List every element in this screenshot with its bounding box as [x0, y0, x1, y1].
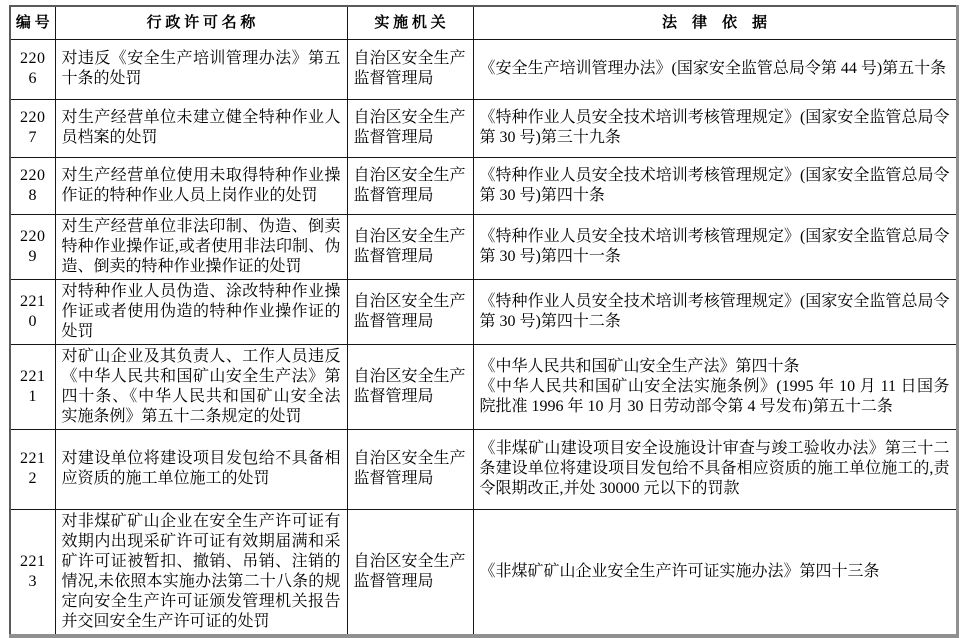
table-row [10, 157, 957, 214]
legal-basis [473, 39, 957, 99]
row-id: 2211 [10, 344, 55, 429]
permit-name: 对违反《安全生产培训管理办法》第五十条的处罚 [55, 39, 347, 99]
agency: 自治区安全生产监督管理局 [347, 279, 473, 344]
legal-basis-line: 《安全生产培训管理办法》(国家安全监管总局令第 44 号)第五十条 [479, 60, 947, 77]
legal-basis-line: 《非煤矿山建设项目安全设施设计审查与竣工验收办法》第三十二条建设单位将建设项目发包给不具备相应资质的施工单位施工的,责令限期改正,并处 30000 元以下的罚款 [479, 440, 950, 497]
permit-name: 对生产经营单位使用未取得特种作业操作证的特种作业人员上岗作业的处罚 [55, 157, 347, 214]
table-row [10, 214, 957, 279]
agency: 自治区安全生产监督管理局 [347, 429, 473, 509]
legal-basis [473, 157, 957, 214]
legal-basis-line: 《中华人民共和国矿山安全法实施条例》(1995 年 10 月 11 日国务院批准 1996 年 10 月 30 日劳动部令第 4 号发布)第五十二条 [479, 377, 950, 415]
table-row [10, 279, 957, 344]
table-row [10, 39, 957, 99]
header-permit-name: 行 政 许 可 名 称 [55, 6, 347, 39]
permit-name: 对生产经营单位未建立健全特种作业人员档案的处罚 [55, 99, 347, 157]
document-page [9, 5, 959, 638]
header-legal-basis: 法 律 依 据 [473, 6, 957, 39]
agency: 自治区安全生产监督管理局 [347, 509, 473, 636]
legal-basis [473, 99, 957, 157]
legal-basis [473, 279, 957, 344]
legal-basis-line: 《非煤矿矿山企业安全生产许可证实施办法》第四十三条 [479, 562, 880, 580]
permits-table [9, 5, 959, 638]
permit-name: 对非煤矿矿山企业在安全生产许可证有效期内出现采矿许可证有效期届满和采矿许可证被暂扣、撤销、吊销、注销的情况,未依照本实施办法第二十八条的规定向安全生产许可证颁发管理机关报告并交回安全生产许可证的处罚 [55, 509, 347, 636]
legal-basis [473, 429, 957, 509]
legal-basis-line: 《特种作业人员安全技术培训考核管理规定》(国家安全监管总局令第 30 号)第三十九条 [479, 109, 950, 146]
legal-basis-line: 《特种作业人员安全技术培训考核管理规定》(国家安全监管总局令第 30 号)第四十一条 [479, 227, 950, 265]
table-row [10, 509, 957, 636]
row-id: 2206 [10, 39, 55, 99]
agency: 自治区安全生产监督管理局 [347, 99, 473, 157]
agency: 自治区安全生产监督管理局 [347, 39, 473, 99]
agency: 自治区安全生产监督管理局 [347, 214, 473, 279]
legal-basis [473, 214, 957, 279]
row-id: 2210 [10, 279, 55, 344]
agency: 自治区安全生产监督管理局 [347, 344, 473, 429]
permit-name: 对建设单位将建设项目发包给不具备相应资质的施工单位施工的处罚 [55, 429, 347, 509]
row-id: 2207 [10, 99, 55, 157]
legal-basis-line: 《中华人民共和国矿山安全生产法》第四十条 [479, 357, 800, 375]
row-id: 2212 [10, 429, 55, 509]
table-header-row [10, 6, 957, 39]
table-row [10, 99, 957, 157]
table-row [10, 429, 957, 509]
permit-name: 对矿山企业及其负责人、工作人员违反《中华人民共和国矿山安全生产法》第四十条、《中华人民共和国矿山安全法实施条例》第五十二条规定的处罚 [55, 344, 347, 429]
header-agency: 实 施 机 关 [347, 6, 473, 39]
row-id: 2209 [10, 214, 55, 279]
row-id: 2213 [10, 509, 55, 636]
header-id: 编 号 [10, 6, 55, 39]
row-id: 2208 [10, 157, 55, 214]
permit-name: 对生产经营单位非法印制、伪造、倒卖特种作业操作证,或者使用非法印制、伪造、倒卖的特种作业操作证的处罚 [55, 214, 347, 279]
permit-name: 对特种作业人员伪造、涂改特种作业操作证或者使用伪造的特种作业操作证的处罚 [55, 279, 347, 344]
legal-basis [473, 509, 957, 636]
agency: 自治区安全生产监督管理局 [347, 157, 473, 214]
legal-basis-line: 《特种作业人员安全技术培训考核管理规定》(国家安全监管总局令第 30 号)第四十条 [479, 166, 950, 204]
legal-basis-line: 《特种作业人员安全技术培训考核管理规定》(国家安全监管总局令第 30 号)第四十二条 [479, 292, 950, 330]
table-row [10, 344, 957, 429]
legal-basis [473, 344, 957, 429]
